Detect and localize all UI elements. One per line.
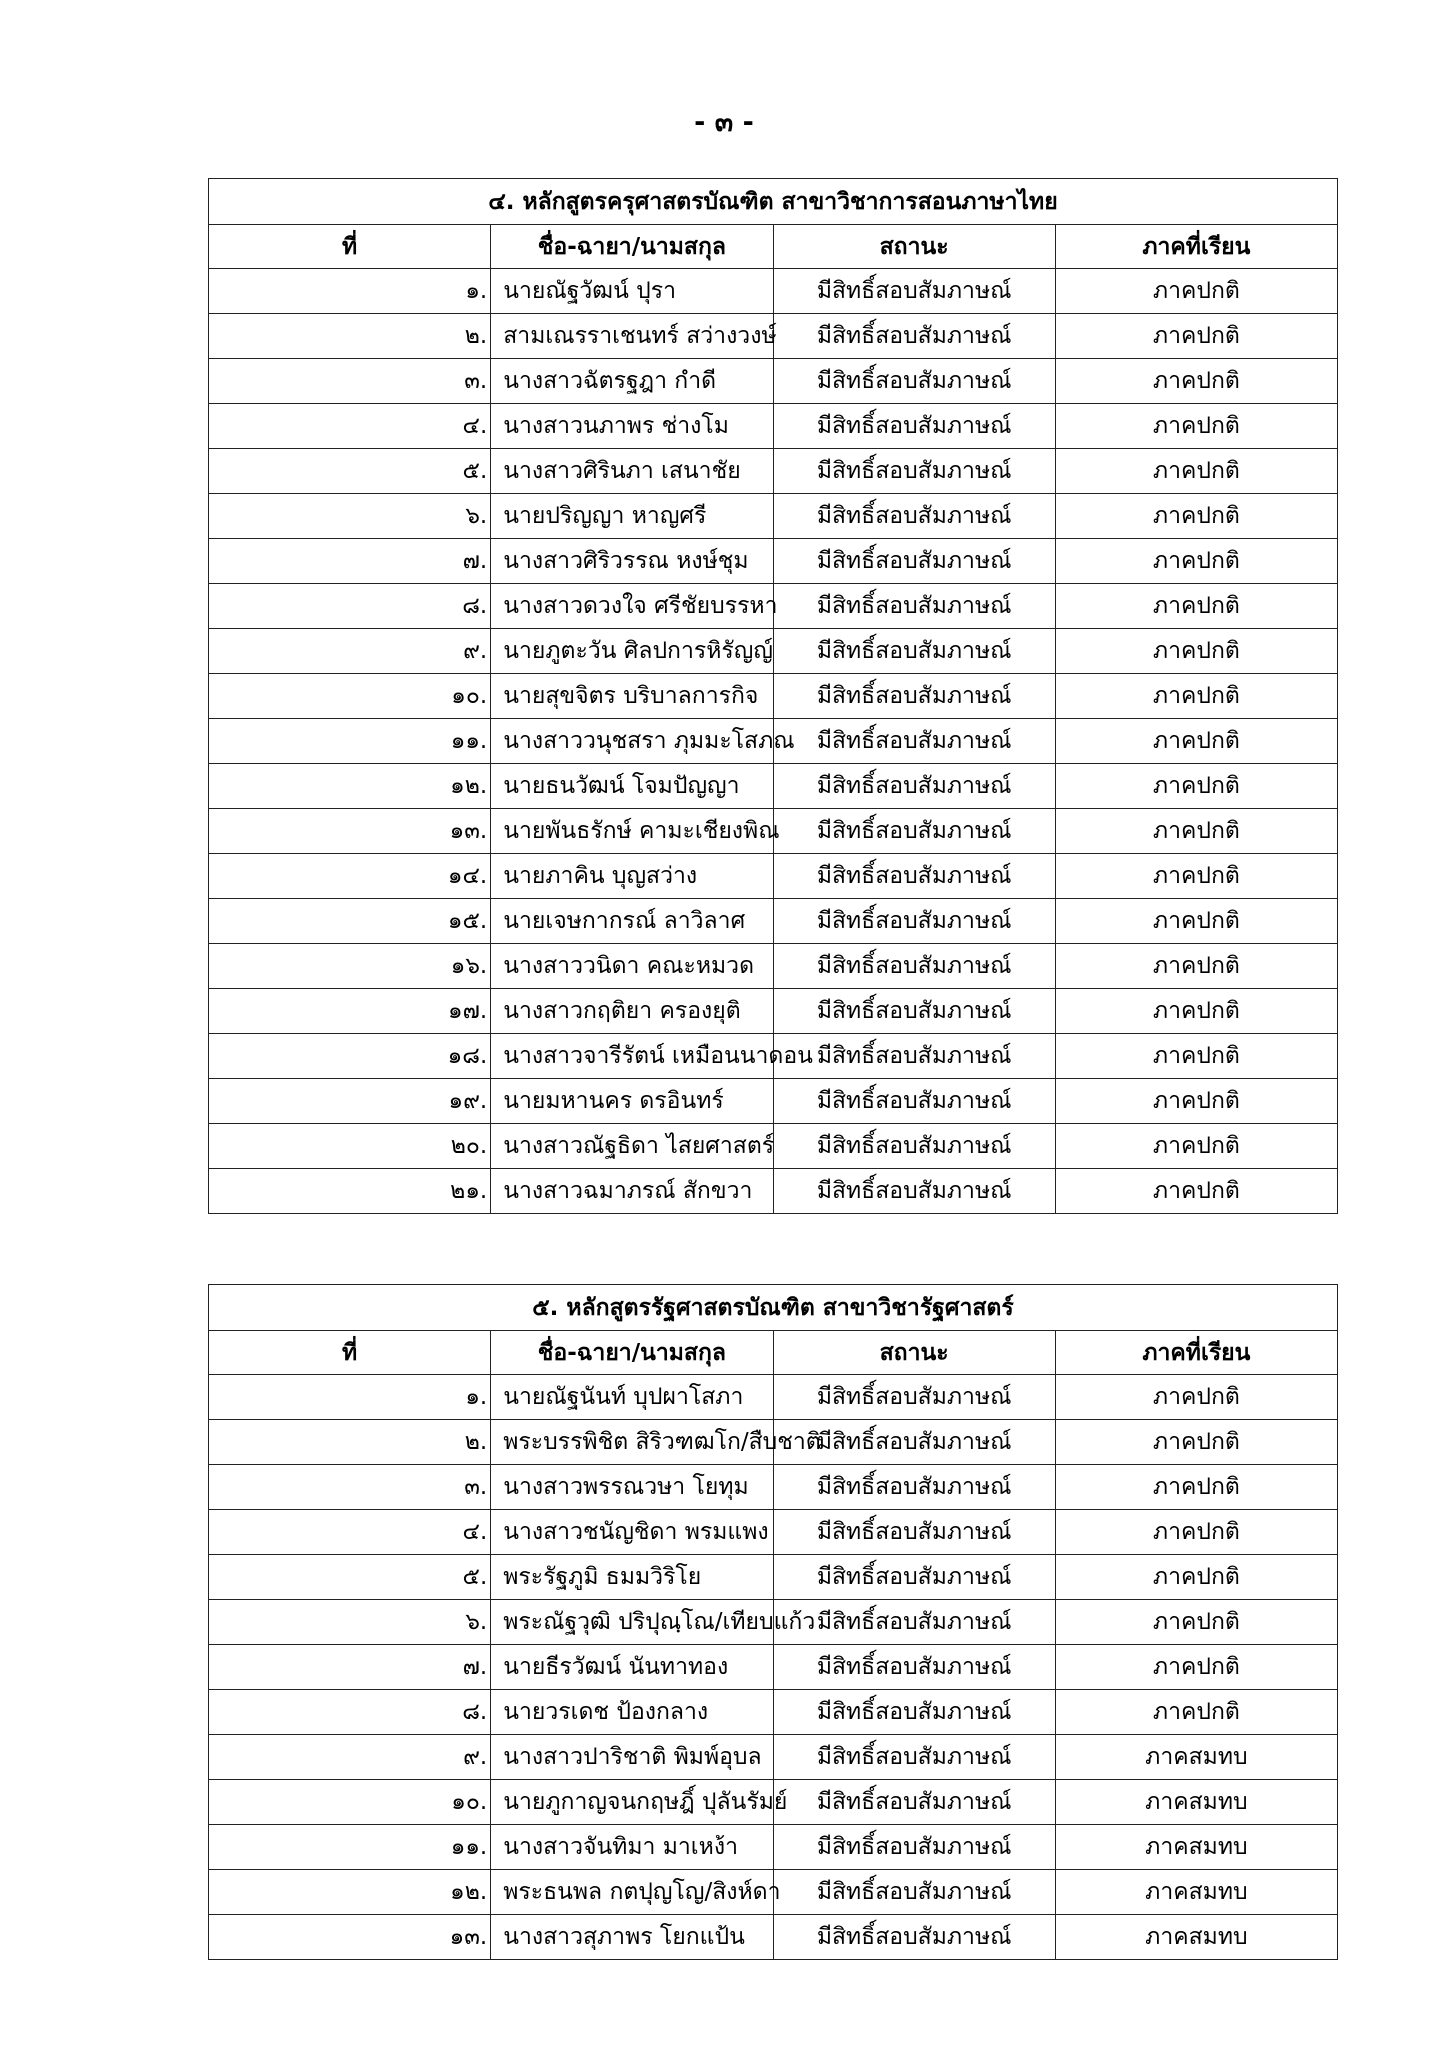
row-status: มีสิทธิ์สอบสัมภาษณ์ — [773, 1825, 1055, 1870]
row-status: มีสิทธิ์สอบสัมภาษณ์ — [773, 494, 1055, 539]
table-row — [209, 1510, 1338, 1555]
table-title: ๕. หลักสูตรรัฐศาสตรบัณฑิต สาขาวิชารัฐศาสตร์ — [209, 1285, 1338, 1331]
header-number: ที่ — [209, 1331, 491, 1375]
row-term: ภาคปกติ — [1055, 1555, 1337, 1600]
table-row — [209, 314, 1338, 359]
row-status: มีสิทธิ์สอบสัมภาษณ์ — [773, 1420, 1055, 1465]
row-term: ภาคปกติ — [1055, 854, 1337, 899]
row-number: ๑. — [209, 269, 491, 314]
row-term: ภาคสมทบ — [1055, 1780, 1337, 1825]
row-term: ภาคปกติ — [1055, 899, 1337, 944]
row-term: ภาคปกติ — [1055, 629, 1337, 674]
row-term: ภาคปกติ — [1055, 584, 1337, 629]
row-number: ๑๐. — [209, 1780, 491, 1825]
row-status: มีสิทธิ์สอบสัมภาษณ์ — [773, 719, 1055, 764]
program-table-political-science — [208, 1284, 1338, 1960]
table-header-row — [209, 225, 1338, 269]
row-number: ๘. — [209, 1690, 491, 1735]
row-term: ภาคปกติ — [1055, 1124, 1337, 1169]
row-name: นางสาวสุภาพร โยกแป้น — [491, 1915, 773, 1960]
table-row — [209, 1600, 1338, 1645]
header-number: ที่ — [209, 225, 491, 269]
header-name: ชื่อ-ฉายา/นามสกุล — [491, 1331, 773, 1375]
row-number: ๑๓. — [209, 809, 491, 854]
table-row — [209, 1375, 1338, 1420]
row-term: ภาคปกติ — [1055, 494, 1337, 539]
row-term: ภาคปกติ — [1055, 1600, 1337, 1645]
row-number: ๓. — [209, 359, 491, 404]
table-row — [209, 854, 1338, 899]
row-status: มีสิทธิ์สอบสัมภาษณ์ — [773, 854, 1055, 899]
row-number: ๑. — [209, 1375, 491, 1420]
row-name: สามเณรราเชนทร์ สว่างวงษ์ — [491, 314, 773, 359]
row-term: ภาคปกติ — [1055, 1375, 1337, 1420]
header-status: สถานะ — [773, 1331, 1055, 1375]
row-name: นายณัฐนันท์ บุปผาโสภา — [491, 1375, 773, 1420]
row-name: นายมหานคร ดรอินทร์ — [491, 1079, 773, 1124]
row-term: ภาคปกติ — [1055, 1169, 1337, 1214]
row-name: นายปริญญา หาญศรี — [491, 494, 773, 539]
row-number: ๑๒. — [209, 1870, 491, 1915]
table-row — [209, 629, 1338, 674]
row-status: มีสิทธิ์สอบสัมภาษณ์ — [773, 314, 1055, 359]
row-term: ภาคปกติ — [1055, 1465, 1337, 1510]
row-number: ๙. — [209, 629, 491, 674]
row-name: นายธนวัฒน์ โจมปัญญา — [491, 764, 773, 809]
row-status: มีสิทธิ์สอบสัมภาษณ์ — [773, 809, 1055, 854]
table-row — [209, 359, 1338, 404]
row-number: ๗. — [209, 1645, 491, 1690]
row-name: นายภูกาญจนกฤษฎิ์ ปุลันรัมย์ — [491, 1780, 773, 1825]
row-term: ภาคปกติ — [1055, 404, 1337, 449]
row-term: ภาคสมทบ — [1055, 1915, 1337, 1960]
row-term: ภาคปกติ — [1055, 764, 1337, 809]
row-number: ๗. — [209, 539, 491, 584]
table-row — [209, 1645, 1338, 1690]
row-number: ๑๒. — [209, 764, 491, 809]
row-status: มีสิทธิ์สอบสัมภาษณ์ — [773, 1169, 1055, 1214]
table-row — [209, 1690, 1338, 1735]
row-name: นางสาวศิริวรรณ หงษ์ชุม — [491, 539, 773, 584]
row-term: ภาคปกติ — [1055, 539, 1337, 584]
table-body — [209, 1375, 1338, 1960]
row-status: มีสิทธิ์สอบสัมภาษณ์ — [773, 449, 1055, 494]
row-number: ๑๐. — [209, 674, 491, 719]
row-number: ๑๕. — [209, 899, 491, 944]
row-number: ๙. — [209, 1735, 491, 1780]
row-status: มีสิทธิ์สอบสัมภาษณ์ — [773, 1870, 1055, 1915]
row-number: ๑๔. — [209, 854, 491, 899]
header-status: สถานะ — [773, 225, 1055, 269]
row-term: ภาคปกติ — [1055, 449, 1337, 494]
table-row — [209, 1915, 1338, 1960]
row-name: นายสุขจิตร บริบาลการกิจ — [491, 674, 773, 719]
row-number: ๑๗. — [209, 989, 491, 1034]
header-name: ชื่อ-ฉายา/นามสกุล — [491, 225, 773, 269]
row-status: มีสิทธิ์สอบสัมภาษณ์ — [773, 1645, 1055, 1690]
row-term: ภาคปกติ — [1055, 314, 1337, 359]
table-row — [209, 1465, 1338, 1510]
row-name: นางสาวกฤติยา ครองยุติ — [491, 989, 773, 1034]
row-status: มีสิทธิ์สอบสัมภาษณ์ — [773, 629, 1055, 674]
table-row — [209, 1420, 1338, 1465]
row-number: ๑๘. — [209, 1034, 491, 1079]
row-name: นายพันธรักษ์ คามะเชียงพิณ — [491, 809, 773, 854]
table-row — [209, 584, 1338, 629]
table-row — [209, 1870, 1338, 1915]
table-row — [209, 764, 1338, 809]
row-status: มีสิทธิ์สอบสัมภาษณ์ — [773, 1735, 1055, 1780]
row-number: ๑๙. — [209, 1079, 491, 1124]
row-name: นางสาวปาริชาติ พิมพ์อุบล — [491, 1735, 773, 1780]
table-row — [209, 899, 1338, 944]
row-term: ภาคปกติ — [1055, 989, 1337, 1034]
row-status: มีสิทธิ์สอบสัมภาษณ์ — [773, 1124, 1055, 1169]
row-number: ๒๑. — [209, 1169, 491, 1214]
row-name: นางสาวพรรณวษา โยทุม — [491, 1465, 773, 1510]
row-number: ๔. — [209, 404, 491, 449]
table-row — [209, 269, 1338, 314]
row-name: นางสาววนิดา คณะหมวด — [491, 944, 773, 989]
row-number: ๘. — [209, 584, 491, 629]
table-row — [209, 989, 1338, 1034]
row-name: นางสาวชนัญชิดา พรมแพง — [491, 1510, 773, 1555]
row-name: นายเจษกากรณ์ ลาวิลาศ — [491, 899, 773, 944]
row-term: ภาคปกติ — [1055, 269, 1337, 314]
table-title: ๔. หลักสูตรครุศาสตรบัณฑิต สาขาวิชาการสอนภาษาไทย — [209, 179, 1338, 225]
row-term: ภาคปกติ — [1055, 1034, 1337, 1079]
row-number: ๒. — [209, 314, 491, 359]
row-term: ภาคปกติ — [1055, 674, 1337, 719]
header-term: ภาคที่เรียน — [1055, 225, 1337, 269]
table-title-row — [209, 179, 1338, 225]
program-table-thai-teaching — [208, 178, 1338, 1214]
row-term: ภาคปกติ — [1055, 1645, 1337, 1690]
row-name: พระณัฐวุฒิ ปริปุณฺโณ/เทียบแก้ว — [491, 1600, 773, 1645]
row-term: ภาคปกติ — [1055, 809, 1337, 854]
row-status: มีสิทธิ์สอบสัมภาษณ์ — [773, 1600, 1055, 1645]
row-term: ภาคปกติ — [1055, 719, 1337, 764]
row-number: ๕. — [209, 1555, 491, 1600]
table-title-row — [209, 1285, 1338, 1331]
row-term: ภาคปกติ — [1055, 1510, 1337, 1555]
row-name: พระรัฐภูมิ ธมมวิริโย — [491, 1555, 773, 1600]
table-row — [209, 809, 1338, 854]
row-status: มีสิทธิ์สอบสัมภาษณ์ — [773, 1555, 1055, 1600]
table-row — [209, 1034, 1338, 1079]
row-status: มีสิทธิ์สอบสัมภาษณ์ — [773, 1690, 1055, 1735]
row-number: ๖. — [209, 494, 491, 539]
table-row — [209, 494, 1338, 539]
row-term: ภาคสมทบ — [1055, 1825, 1337, 1870]
row-name: นางสาวจารีรัตน์ เหมือนนาดอน — [491, 1034, 773, 1079]
row-status: มีสิทธิ์สอบสัมภาษณ์ — [773, 899, 1055, 944]
row-number: ๑๑. — [209, 1825, 491, 1870]
row-number: ๑๑. — [209, 719, 491, 764]
row-term: ภาคปกติ — [1055, 359, 1337, 404]
row-term: ภาคสมทบ — [1055, 1870, 1337, 1915]
row-status: มีสิทธิ์สอบสัมภาษณ์ — [773, 989, 1055, 1034]
table-row — [209, 719, 1338, 764]
header-term: ภาคที่เรียน — [1055, 1331, 1337, 1375]
row-name: พระบรรพิชิต สิริวฑฒโก/สืบชาติ — [491, 1420, 773, 1465]
row-name: นางสาวศิรินภา เสนาชัย — [491, 449, 773, 494]
row-name: พระธนพล กตปุญโญ/สิงห์ดา — [491, 1870, 773, 1915]
row-number: ๖. — [209, 1600, 491, 1645]
row-name: นางสาวดวงใจ ศรีชัยบรรหา — [491, 584, 773, 629]
row-status: มีสิทธิ์สอบสัมภาษณ์ — [773, 1034, 1055, 1079]
table-row — [209, 674, 1338, 719]
table-row — [209, 1079, 1338, 1124]
row-name: นายวรเดช ป้องกลาง — [491, 1690, 773, 1735]
table-row — [209, 1169, 1338, 1214]
row-name: นางสาวนภาพร ช่างโม — [491, 404, 773, 449]
row-status: มีสิทธิ์สอบสัมภาษณ์ — [773, 584, 1055, 629]
row-name: นายณัฐวัฒน์ ปุรา — [491, 269, 773, 314]
table-header-row — [209, 1331, 1338, 1375]
table-body — [209, 269, 1338, 1214]
table-row — [209, 1735, 1338, 1780]
table-row — [209, 404, 1338, 449]
row-number: ๕. — [209, 449, 491, 494]
row-name: นางสาววนุชสรา ภุมมะโสภณ — [491, 719, 773, 764]
table-row — [209, 1825, 1338, 1870]
row-name: นางสาวฉมาภรณ์ สักขวา — [491, 1169, 773, 1214]
page-number: - ๓ - — [694, 107, 754, 138]
row-term: ภาคปกติ — [1055, 1420, 1337, 1465]
row-status: มีสิทธิ์สอบสัมภาษณ์ — [773, 674, 1055, 719]
row-status: มีสิทธิ์สอบสัมภาษณ์ — [773, 764, 1055, 809]
table-row — [209, 1124, 1338, 1169]
row-status: มีสิทธิ์สอบสัมภาษณ์ — [773, 359, 1055, 404]
row-name: นายธีรวัฒน์ นันทาทอง — [491, 1645, 773, 1690]
row-number: ๓. — [209, 1465, 491, 1510]
row-number: ๒. — [209, 1420, 491, 1465]
row-status: มีสิทธิ์สอบสัมภาษณ์ — [773, 1079, 1055, 1124]
table-row — [209, 1780, 1338, 1825]
row-name: นางสาวจันทิมา มาเหง้า — [491, 1825, 773, 1870]
row-term: ภาคปกติ — [1055, 944, 1337, 989]
row-status: มีสิทธิ์สอบสัมภาษณ์ — [773, 1375, 1055, 1420]
table-row — [209, 539, 1338, 584]
row-number: ๑๖. — [209, 944, 491, 989]
row-status: มีสิทธิ์สอบสัมภาษณ์ — [773, 1465, 1055, 1510]
row-term: ภาคปกติ — [1055, 1690, 1337, 1735]
row-status: มีสิทธิ์สอบสัมภาษณ์ — [773, 1915, 1055, 1960]
row-number: ๑๓. — [209, 1915, 491, 1960]
table-row — [209, 1555, 1338, 1600]
row-status: มีสิทธิ์สอบสัมภาษณ์ — [773, 944, 1055, 989]
row-status: มีสิทธิ์สอบสัมภาษณ์ — [773, 1510, 1055, 1555]
row-term: ภาคปกติ — [1055, 1079, 1337, 1124]
table-row — [209, 449, 1338, 494]
row-name: นางสาวฉัตรฐฎา กำดี — [491, 359, 773, 404]
row-status: มีสิทธิ์สอบสัมภาษณ์ — [773, 539, 1055, 584]
row-number: ๔. — [209, 1510, 491, 1555]
row-status: มีสิทธิ์สอบสัมภาษณ์ — [773, 404, 1055, 449]
row-status: มีสิทธิ์สอบสัมภาษณ์ — [773, 269, 1055, 314]
row-number: ๒๐. — [209, 1124, 491, 1169]
row-name: นายภาคิน บุญสว่าง — [491, 854, 773, 899]
row-name: นายภูตะวัน ศิลปการหิรัญญ์ — [491, 629, 773, 674]
row-term: ภาคสมทบ — [1055, 1735, 1337, 1780]
row-status: มีสิทธิ์สอบสัมภาษณ์ — [773, 1780, 1055, 1825]
table-row — [209, 944, 1338, 989]
row-name: นางสาวณัฐธิดา ไสยศาสตร์ — [491, 1124, 773, 1169]
